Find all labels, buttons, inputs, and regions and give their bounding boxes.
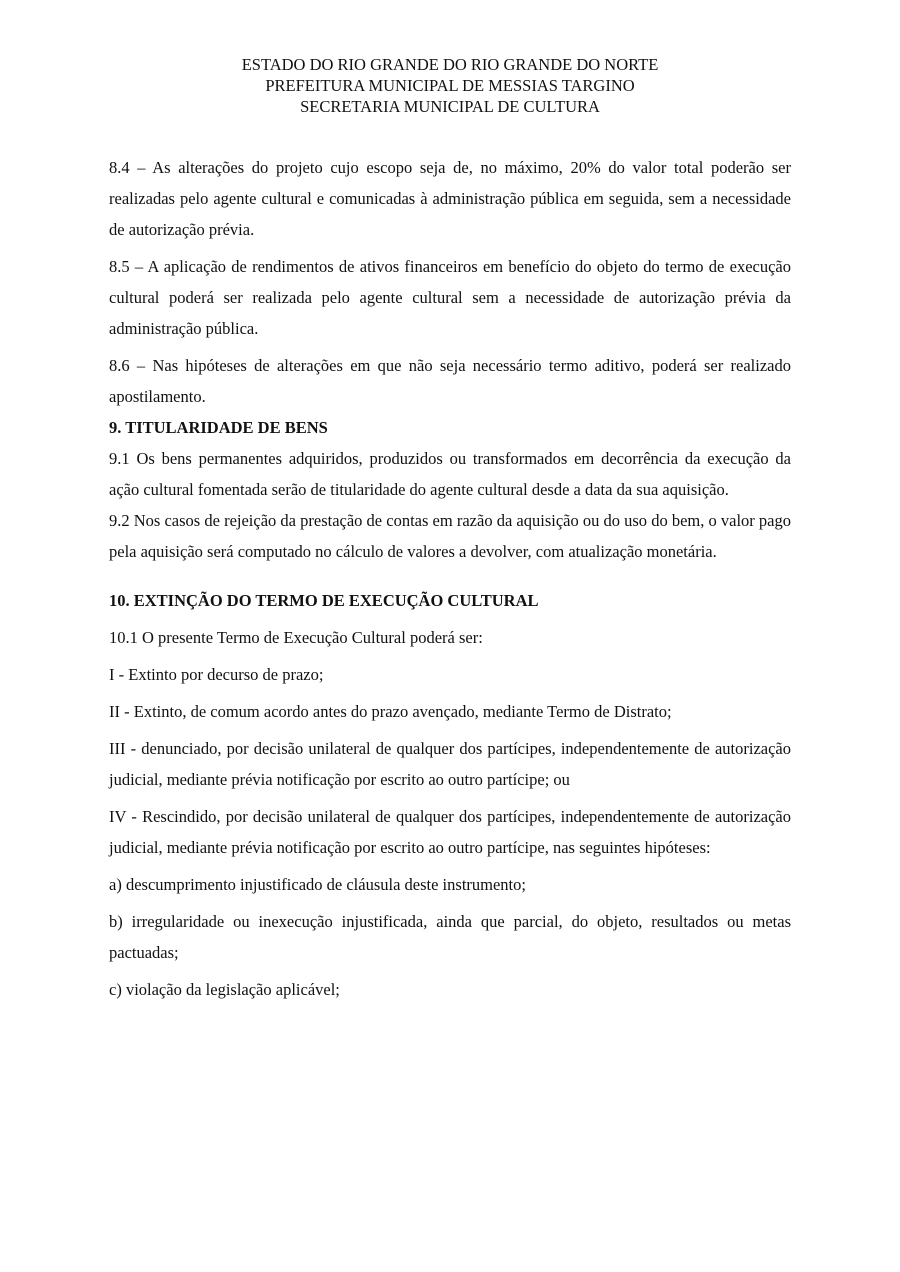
document-body xyxy=(109,152,791,1011)
list-item-a: a) descumprimento injustificado de cláusula deste instrumento; xyxy=(109,875,526,894)
section-9-title: 9. TITULARIDADE DE BENS xyxy=(109,418,328,437)
list-item-b: b) irregularidade ou inexecução injustificada, ainda que parcial, do objeto, resultados ou metas pactuadas; xyxy=(109,912,791,962)
paragraph-8-4: 8.4 – As alterações do projeto cujo escopo seja de, no máximo, 20% do valor total poderão ser realizadas pelo agente cultural e comunicadas à administração pública em seguida, sem a necessidade de autorização prévia. xyxy=(109,158,791,239)
paragraph-9-1: 9.1 Os bens permanentes adquiridos, produzidos ou transformados em decorrência da execução da ação cultural fomentada serão de titularidade do agente cultural desde a data da sua aquisição. xyxy=(109,449,791,499)
paragraph-10-1: 10.1 O presente Termo de Execução Cultural poderá ser: xyxy=(109,628,483,647)
list-item-c: c) violação da legislação aplicável; xyxy=(109,980,340,999)
list-item-iii: III - denunciado, por decisão unilateral de qualquer dos partícipes, independentemente de autorização judicial, mediante prévia notificação por escrito ao outro partícipe; ou xyxy=(109,739,791,789)
header-prefecture: PREFEITURA MUNICIPAL DE MESSIAS TARGINO xyxy=(265,76,635,95)
document-header xyxy=(0,54,900,117)
section-10-title: 10. EXTINÇÃO DO TERMO DE EXECUÇÃO CULTURAL xyxy=(109,591,539,610)
paragraph-8-6: 8.6 – Nas hipóteses de alterações em que não seja necessário termo aditivo, poderá ser realizado apostilamento. xyxy=(109,356,791,406)
paragraph-8-5: 8.5 – A aplicação de rendimentos de ativos financeiros em benefício do objeto do termo de execução cultural poderá ser realizada pelo agente cultural sem a necessidade de autorização prévia da administração pública. xyxy=(109,257,791,338)
list-item-i: I - Extinto por decurso de prazo; xyxy=(109,665,324,684)
header-state: ESTADO DO RIO GRANDE DO RIO GRANDE DO NORTE xyxy=(241,55,659,74)
paragraph-9-2: 9.2 Nos casos de rejeição da prestação de contas em razão da aquisição ou do uso do bem, o valor pago pela aquisição será computado no cálculo de valores a devolver, com atualização monetária. xyxy=(109,511,791,561)
list-item-iv: IV - Rescindido, por decisão unilateral de qualquer dos partícipes, independentemente de autorização judicial, mediante prévia notificação por escrito ao outro partícipe, nas seguintes hipóteses: xyxy=(109,807,791,857)
header-secretariat: SECRETARIA MUNICIPAL DE CULTURA xyxy=(300,97,600,116)
list-item-ii: II - Extinto, de comum acordo antes do prazo avençado, mediante Termo de Distrato; xyxy=(109,702,672,721)
